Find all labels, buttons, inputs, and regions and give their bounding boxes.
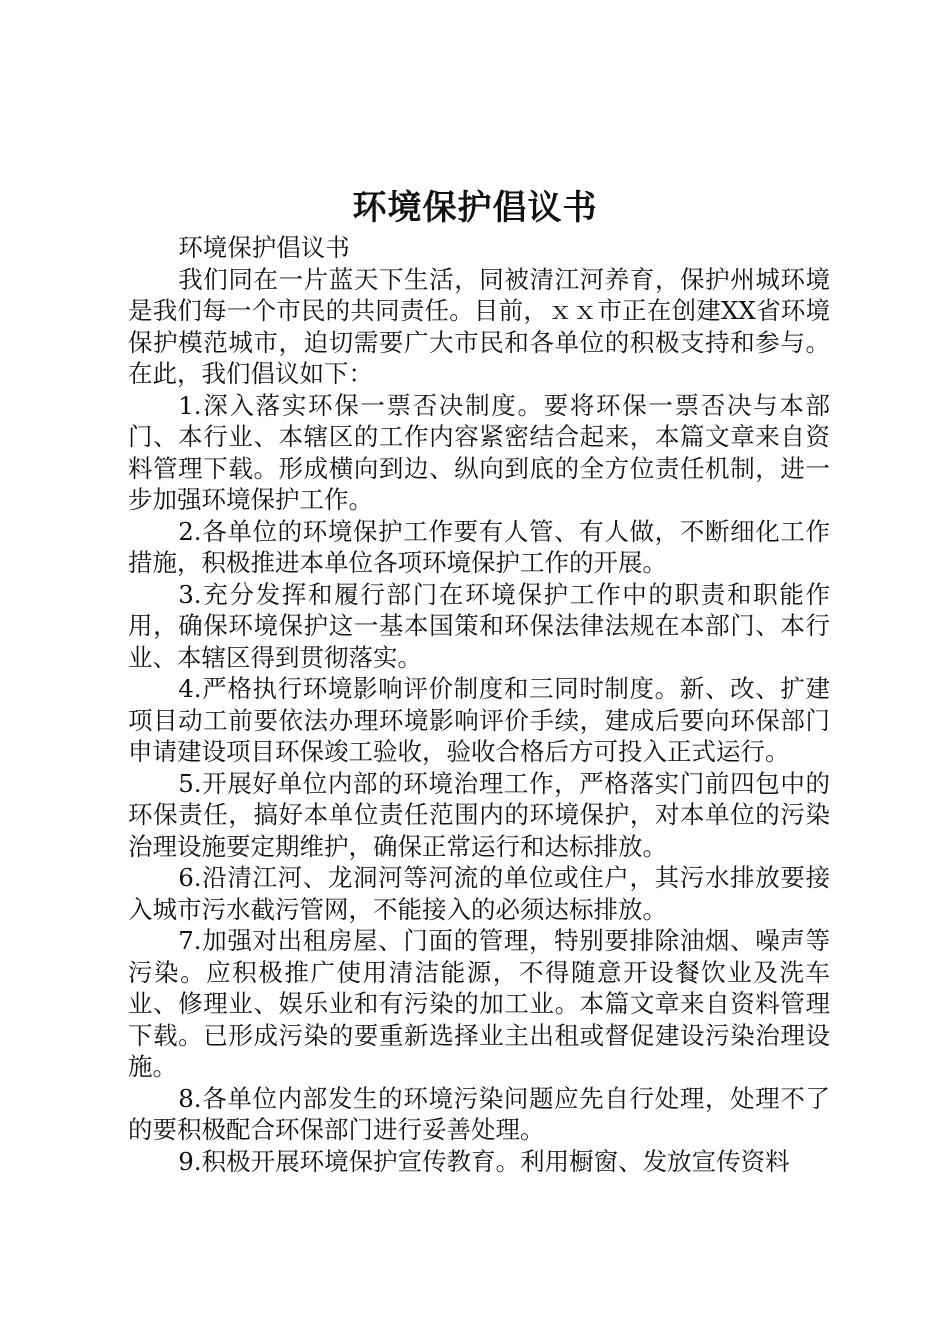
item-paragraph-1: 1.深入落实环保一票否决制度。要将环保一票否决与本部门、本行业、本辖区的工作内容紧密结合起来，本篇文章来自资料管理下载。形成横向到边、纵向到底的全方位责任机制，进一步加强环境保护工作。 xyxy=(128,390,830,514)
item-paragraph-5: 5.开展好单位内部的环境治理工作，严格落实门前四包中的环保责任，搞好本单位责任范围内的环境保护，对本单位的污染治理设施要定期维护，确保正常运行和达标排放。 xyxy=(128,768,830,861)
item-paragraph-8: 8.各单位内部发生的环境污染问题应先自行处理，处理不了的要积极配合环保部门进行妥善处理。 xyxy=(128,1083,830,1144)
item-paragraph-3: 3.充分发挥和履行部门在环境保护工作中的职责和职能作用，确保环境保护这一基本国策和环保法律法规在本部门、本行业、本辖区得到贯彻落实。 xyxy=(128,579,830,672)
item-paragraph-6: 6.沿清江河、龙洞河等河流的单位或住户，其污水排放要接入城市污水截污管网，不能接入的必须达标排放。 xyxy=(128,863,830,924)
document-title: 环境保护倡议书 xyxy=(352,188,598,228)
item-paragraph-9: 9.积极开展环境保护宣传教育。利用橱窗、发放宣传资料 xyxy=(178,1146,790,1176)
intro-paragraph: 我们同在一片蓝天下生活，同被清江河养育，保护州城环境是我们每一个市民的共同责任。目前，ｘｘ市正在创建XX省环境保护模范城市，迫切需要广大市民和各单位的积极支持和参与。在此，我们倡议如下： xyxy=(128,264,830,388)
subtitle-paragraph: 环境保护倡议书 xyxy=(178,233,350,262)
document-body xyxy=(128,232,830,1177)
item-paragraph-7: 7.加强对出租房屋、门面的管理，特别要排除油烟、噪声等污染。应积极推广使用清洁能源，不得随意开设餐饮业及洗车业、修理业、娱乐业和有污染的加工业。本篇文章来自资料管理下载。已形成污染的要重新选择业主出租或督促建设污染治理设施。 xyxy=(128,926,830,1081)
item-paragraph-4: 4.严格执行环境影响评价制度和三同时制度。新、改、扩建项目动工前要依法办理环境影响评价手续，建成后要向环保部门申请建设项目环保竣工验收，验收合格后方可投入正式运行。 xyxy=(128,674,830,766)
item-paragraph-2: 2.各单位的环境保护工作要有人管、有人做，不断细化工作措施，积极推进本单位各项环境保护工作的开展。 xyxy=(128,516,830,577)
